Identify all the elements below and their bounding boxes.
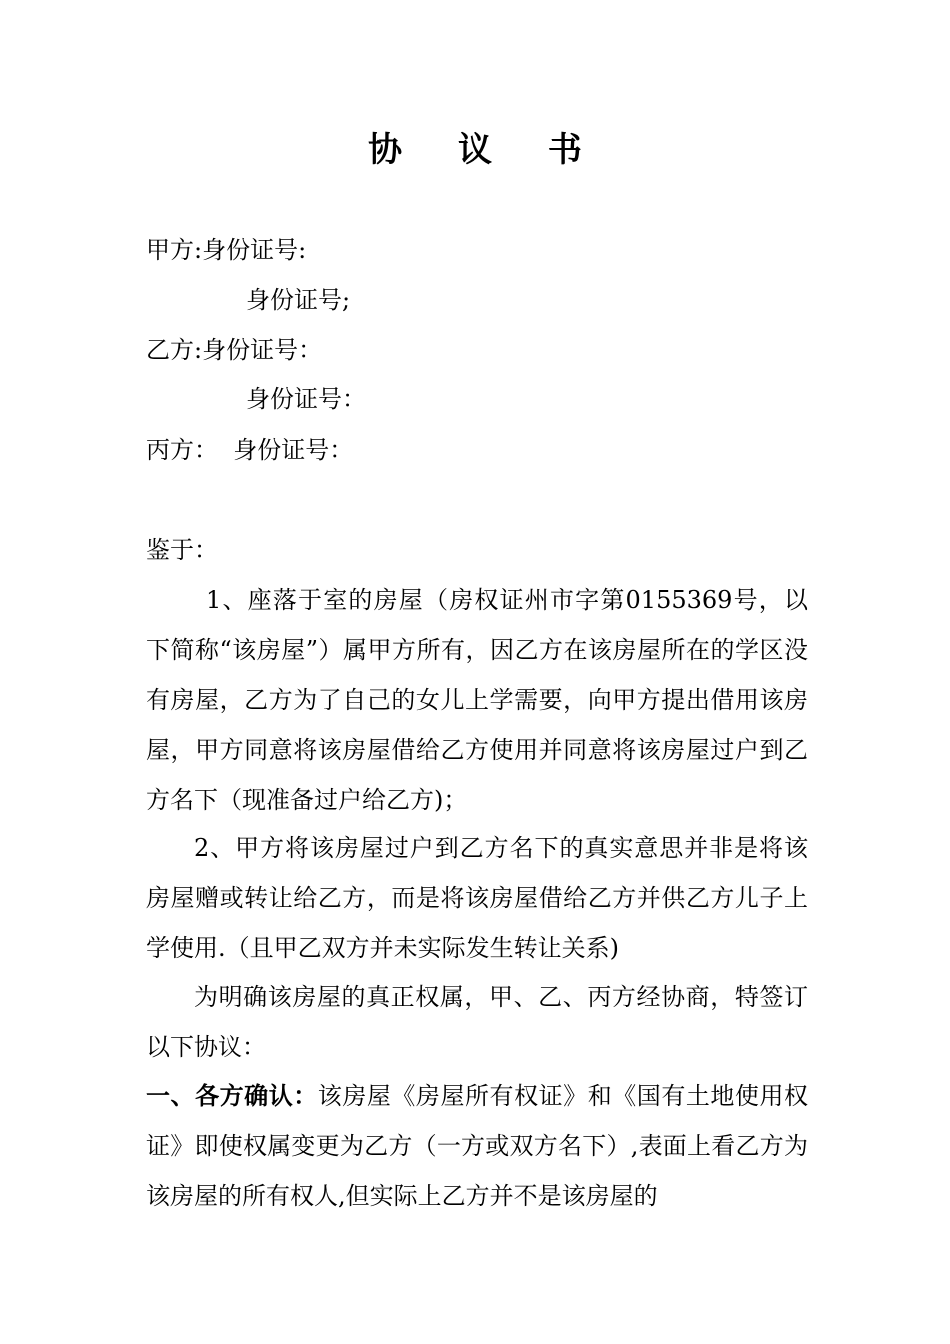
party-a-second-id-line: 身份证号; <box>246 286 351 314</box>
party-b-id-line: 乙方:身份证号： <box>146 336 323 364</box>
party-c-id-line: 丙方： 身份证号： <box>146 436 354 464</box>
agreement-intro: 为明确该房屋的真正权属，甲、乙、丙方经协商，特签订以下协议： <box>146 983 808 1061</box>
article-1 <box>146 1071 808 1221</box>
whereas-clause-1: 1、座落于室的房屋（房权证州市字第0155369号，以下简称“该房屋”）属甲方所有，因乙方在该房屋所在的学区没有房屋，乙方为了自己的女儿上学需要，向甲方提出借用该房屋，甲方同意将该房屋借给乙方使用并同意将该房屋过户到乙方名下（现准备过户给乙方)； <box>146 586 808 814</box>
article-1-body: 该房屋《房屋所有权证》和《国有土地使用权证》即使权属变更为乙方（一方或双方名下）,表面上看乙方为该房屋的所有权人,但实际上乙方并不是该房屋的 <box>146 1082 809 1210</box>
article-1-heading: 一、各方确认： <box>146 1081 318 1110</box>
whereas-clause-2: 2、甲方将该房屋过户到乙方名下的真实意思并非是将该房屋赠或转让给乙方，而是将该房屋借给乙方并供乙方儿子上学使用.（且甲乙双方并未实际发生转让关系) <box>146 834 808 962</box>
whereas-label: 鉴于： <box>146 536 218 564</box>
party-a-id-line: 甲方:身份证号: <box>146 236 307 264</box>
document-title: 协 议 书 <box>368 130 604 170</box>
party-b-second-id-line: 身份证号： <box>246 385 366 413</box>
